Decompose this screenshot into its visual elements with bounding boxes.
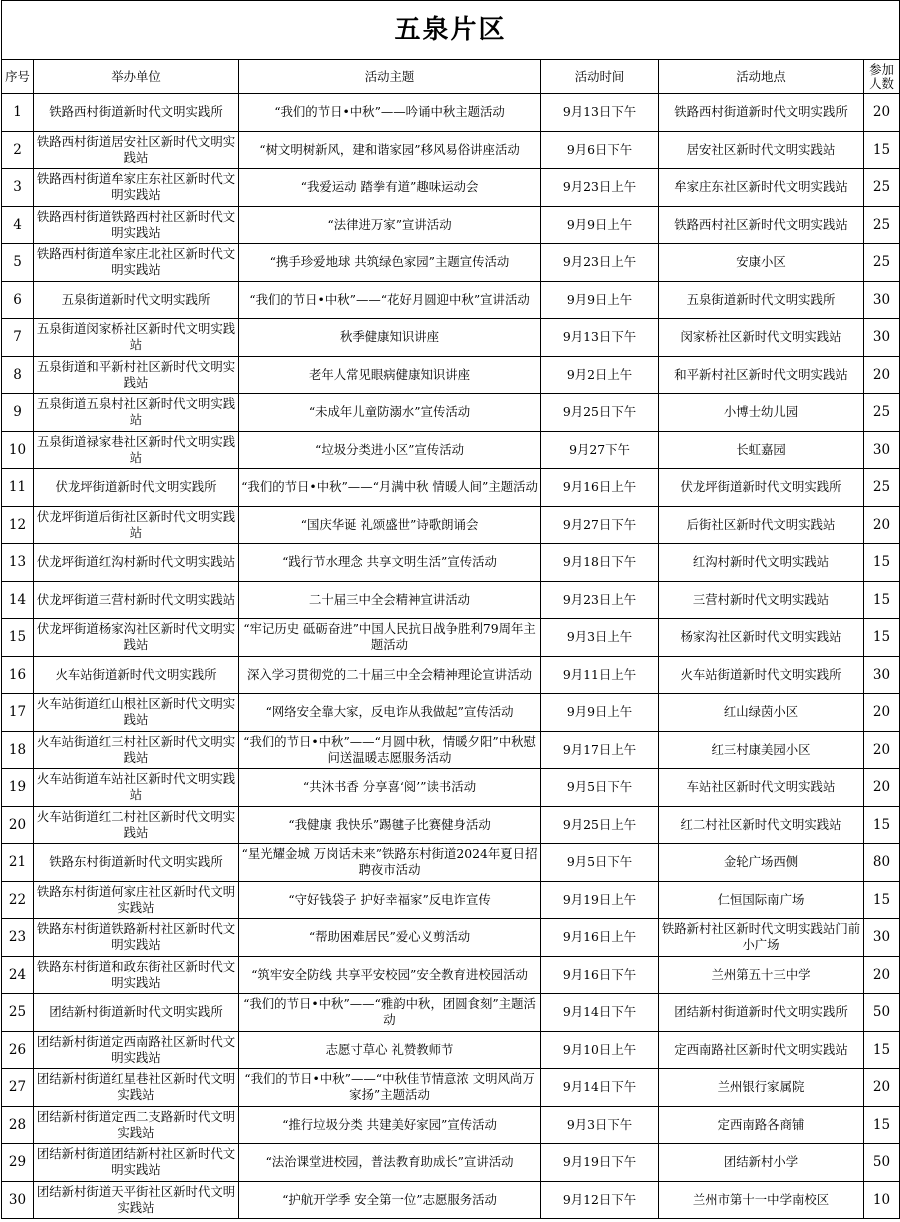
- row-participants: 20: [864, 356, 900, 394]
- row-location: 小博士幼儿园: [659, 394, 864, 432]
- row-theme: “我们的节日•中秋”——“月满中秋 情暖人间”主题活动: [239, 469, 541, 507]
- row-time: 9月3日下午: [541, 1106, 659, 1144]
- table-row: [2, 1181, 900, 1219]
- row-organizer: 团结新村街道天平街社区新时代文明实践站: [34, 1181, 239, 1219]
- row-participants: 30: [864, 656, 900, 694]
- row-time: 9月13日下午: [541, 319, 659, 357]
- row-time: 9月18日下午: [541, 544, 659, 582]
- table-row: [2, 994, 900, 1032]
- row-participants: 15: [864, 619, 900, 657]
- row-organizer: 团结新村街道团结新村社区新时代文明实践站: [34, 1144, 239, 1182]
- table-row: [2, 94, 900, 132]
- table-row: [2, 1144, 900, 1182]
- table-row: [2, 844, 900, 882]
- row-theme: “我健康 我快乐”踢毽子比赛健身活动: [239, 806, 541, 844]
- row-time: 9月23日上午: [541, 244, 659, 282]
- row-organizer: 五泉街道禄家巷社区新时代文明实践站: [34, 431, 239, 469]
- row-time: 9月16日上午: [541, 469, 659, 507]
- row-index: 6: [2, 281, 34, 319]
- table-row: [2, 319, 900, 357]
- row-theme: 秋季健康知识讲座: [239, 319, 541, 357]
- row-time: 9月19日上午: [541, 881, 659, 919]
- row-time: 9月17日上午: [541, 731, 659, 769]
- row-index: 21: [2, 844, 34, 882]
- row-participants: 15: [864, 1106, 900, 1144]
- row-time: 9月14日下午: [541, 1069, 659, 1107]
- page-title: 五泉片区: [2, 1, 900, 60]
- row-organizer: 伏龙坪街道后街社区新时代文明实践站: [34, 506, 239, 544]
- row-time: 9月14日下午: [541, 994, 659, 1032]
- row-theme: “未成年儿童防溺水”宣传活动: [239, 394, 541, 432]
- row-index: 13: [2, 544, 34, 582]
- row-location: 后街社区新时代文明实践站: [659, 506, 864, 544]
- row-location: 安康小区: [659, 244, 864, 282]
- row-participants: 25: [864, 394, 900, 432]
- row-index: 29: [2, 1144, 34, 1182]
- row-time: 9月5日下午: [541, 769, 659, 807]
- row-time: 9月9日上午: [541, 694, 659, 732]
- row-theme: “国庆华诞 礼颂盛世”诗歌朗诵会: [239, 506, 541, 544]
- row-time: 9月9日上午: [541, 206, 659, 244]
- row-location: 杨家沟社区新时代文明实践站: [659, 619, 864, 657]
- row-index: 17: [2, 694, 34, 732]
- table-row: [2, 506, 900, 544]
- row-theme: 老年人常见眼病健康知识讲座: [239, 356, 541, 394]
- row-location: 红山绿茵小区: [659, 694, 864, 732]
- row-location: 牟家庄东社区新时代文明实践站: [659, 169, 864, 207]
- row-theme: “我们的节日•中秋”——“中秋佳节情意浓 文明风尚万家扬”主题活动: [239, 1069, 541, 1107]
- row-index: 28: [2, 1106, 34, 1144]
- row-participants: 20: [864, 694, 900, 732]
- row-index: 9: [2, 394, 34, 432]
- row-index: 14: [2, 581, 34, 619]
- table-row: [2, 394, 900, 432]
- row-organizer: 五泉街道闵家桥社区新时代文明实践站: [34, 319, 239, 357]
- row-time: 9月2日上午: [541, 356, 659, 394]
- header-time: 活动时间: [541, 60, 659, 94]
- row-time: 9月16日下午: [541, 956, 659, 994]
- table-row: [2, 206, 900, 244]
- row-index: 2: [2, 131, 34, 169]
- row-location: 红沟村新时代文明实践站: [659, 544, 864, 582]
- row-time: 9月9日上午: [541, 281, 659, 319]
- row-location: 团结新村小学: [659, 1144, 864, 1182]
- row-participants: 20: [864, 94, 900, 132]
- row-participants: 50: [864, 1144, 900, 1182]
- row-index: 12: [2, 506, 34, 544]
- table-row: [2, 356, 900, 394]
- table-row: [2, 131, 900, 169]
- row-theme: “法治课堂进校园，普法教育助成长”宣讲活动: [239, 1144, 541, 1182]
- table-row: [2, 956, 900, 994]
- row-theme: “携手珍爱地球 共筑绿色家园”主题宣传活动: [239, 244, 541, 282]
- table-row: [2, 919, 900, 957]
- row-organizer: 铁路西村街道居安社区新时代文明实践站: [34, 131, 239, 169]
- row-index: 11: [2, 469, 34, 507]
- row-index: 16: [2, 656, 34, 694]
- row-time: 9月5日下午: [541, 844, 659, 882]
- row-organizer: 火车站街道车站社区新时代文明实践站: [34, 769, 239, 807]
- row-organizer: 五泉街道和平新村社区新时代文明实践站: [34, 356, 239, 394]
- row-location: 红二村社区新时代文明实践站: [659, 806, 864, 844]
- row-time: 9月13日下午: [541, 94, 659, 132]
- row-organizer: 火车站街道红二村社区新时代文明实践站: [34, 806, 239, 844]
- table-row: [2, 656, 900, 694]
- row-participants: 20: [864, 769, 900, 807]
- row-organizer: 伏龙坪街道新时代文明实践所: [34, 469, 239, 507]
- row-time: 9月12日下午: [541, 1181, 659, 1219]
- table-row: [2, 431, 900, 469]
- row-theme: “垃圾分类进小区”宣传活动: [239, 431, 541, 469]
- row-organizer: 五泉街道新时代文明实践所: [34, 281, 239, 319]
- row-index: 22: [2, 881, 34, 919]
- row-theme: “推行垃圾分类 共建美好家园”宣传活动: [239, 1106, 541, 1144]
- row-participants: 25: [864, 206, 900, 244]
- table-header: [2, 60, 900, 94]
- row-location: 车站社区新时代文明实践站: [659, 769, 864, 807]
- row-participants: 30: [864, 319, 900, 357]
- row-participants: 30: [864, 919, 900, 957]
- row-participants: 20: [864, 506, 900, 544]
- row-location: 和平新村社区新时代文明实践站: [659, 356, 864, 394]
- row-participants: 20: [864, 731, 900, 769]
- row-location: 铁路西村社区新时代文明实践站: [659, 206, 864, 244]
- row-time: 9月27日下午: [541, 506, 659, 544]
- row-theme: “我们的节日•中秋”——“花好月圆迎中秋”宣讲活动: [239, 281, 541, 319]
- row-time: 9月19日下午: [541, 1144, 659, 1182]
- row-location: 居安社区新时代文明实践站: [659, 131, 864, 169]
- table-row: [2, 769, 900, 807]
- table-row: [2, 581, 900, 619]
- row-index: 25: [2, 994, 34, 1032]
- row-participants: 20: [864, 1069, 900, 1107]
- table-row: [2, 1069, 900, 1107]
- row-organizer: 团结新村街道定西二支路新时代文明实践站: [34, 1106, 239, 1144]
- row-location: 火车站街道新时代文明实践所: [659, 656, 864, 694]
- row-index: 19: [2, 769, 34, 807]
- row-organizer: 伏龙坪街道杨家沟社区新时代文明实践站: [34, 619, 239, 657]
- row-participants: 15: [864, 131, 900, 169]
- row-participants: 15: [864, 806, 900, 844]
- activity-table: [1, 0, 900, 1219]
- row-location: 兰州市第十一中学南校区: [659, 1181, 864, 1219]
- row-organizer: 铁路东村街道铁路新村社区新时代文明实践站: [34, 919, 239, 957]
- row-location: 仁恒国际南广场: [659, 881, 864, 919]
- row-time: 9月23日上午: [541, 169, 659, 207]
- row-location: 三营村新时代文明实践站: [659, 581, 864, 619]
- row-location: 团结新村街道新时代文明实践所: [659, 994, 864, 1032]
- row-location: 定西南路各商铺: [659, 1106, 864, 1144]
- row-location: 铁路西村街道新时代文明实践所: [659, 94, 864, 132]
- row-index: 8: [2, 356, 34, 394]
- row-organizer: 铁路西村街道铁路西村社区新时代文明实践站: [34, 206, 239, 244]
- row-time: 9月23日上午: [541, 581, 659, 619]
- row-theme: “我们的节日•中秋”——“月圆中秋，情暖夕阳”中秋慰问送温暖志愿服务活动: [239, 731, 541, 769]
- row-index: 23: [2, 919, 34, 957]
- row-index: 5: [2, 244, 34, 282]
- table-row: [2, 281, 900, 319]
- row-index: 20: [2, 806, 34, 844]
- row-participants: 15: [864, 544, 900, 582]
- row-organizer: 团结新村街道定西南路社区新时代文明实践站: [34, 1031, 239, 1069]
- row-organizer: 铁路东村街道和政东街社区新时代文明实践站: [34, 956, 239, 994]
- row-organizer: 铁路西村街道牟家庄北社区新时代文明实践站: [34, 244, 239, 282]
- table-row: [2, 806, 900, 844]
- row-time: 9月10日上午: [541, 1031, 659, 1069]
- row-organizer: 铁路西村街道牟家庄东社区新时代文明实践站: [34, 169, 239, 207]
- table-row: [2, 244, 900, 282]
- row-time: 9月16日上午: [541, 919, 659, 957]
- row-theme: 志愿寸草心 礼赞教师节: [239, 1031, 541, 1069]
- row-organizer: 火车站街道红三村社区新时代文明实践站: [34, 731, 239, 769]
- row-theme: “牢记历史 砥砺奋进”中国人民抗日战争胜利79周年主题活动: [239, 619, 541, 657]
- table-row: [2, 469, 900, 507]
- row-theme: “筑牢安全防线 共享平安校园”安全教育进校园活动: [239, 956, 541, 994]
- header-theme: 活动主题: [239, 60, 541, 94]
- row-theme: “共沐书香 分享喜‘阅’”读书活动: [239, 769, 541, 807]
- row-location: 金轮广场西侧: [659, 844, 864, 882]
- row-theme: “我爱运动 踏拳有道”趣味运动会: [239, 169, 541, 207]
- header-organizer: 举办单位: [34, 60, 239, 94]
- row-index: 1: [2, 94, 34, 132]
- row-theme: “法律进万家”宣讲活动: [239, 206, 541, 244]
- row-time: 9月25日上午: [541, 806, 659, 844]
- row-index: 18: [2, 731, 34, 769]
- table-row: [2, 731, 900, 769]
- row-organizer: 铁路东村街道新时代文明实践所: [34, 844, 239, 882]
- row-index: 26: [2, 1031, 34, 1069]
- row-time: 9月3日上午: [541, 619, 659, 657]
- table-row: [2, 544, 900, 582]
- row-participants: 20: [864, 956, 900, 994]
- row-organizer: 火车站街道新时代文明实践所: [34, 656, 239, 694]
- row-participants: 25: [864, 169, 900, 207]
- header-index: 序号: [2, 60, 34, 94]
- row-theme: “树文明树新风，建和谐家园”移风易俗讲座活动: [239, 131, 541, 169]
- row-participants: 30: [864, 281, 900, 319]
- row-location: 长虹嘉园: [659, 431, 864, 469]
- row-participants: 25: [864, 469, 900, 507]
- row-time: 9月27下午: [541, 431, 659, 469]
- row-index: 27: [2, 1069, 34, 1107]
- row-time: 9月6日下午: [541, 131, 659, 169]
- row-location: 兰州银行家属院: [659, 1069, 864, 1107]
- row-organizer: 伏龙坪街道三营村新时代文明实践站: [34, 581, 239, 619]
- row-participants: 15: [864, 581, 900, 619]
- row-index: 4: [2, 206, 34, 244]
- header-location: 活动地点: [659, 60, 864, 94]
- row-theme: 二十届三中全会精神宣讲活动: [239, 581, 541, 619]
- table-row: [2, 619, 900, 657]
- row-location: 红三村康美园小区: [659, 731, 864, 769]
- row-index: 15: [2, 619, 34, 657]
- row-index: 3: [2, 169, 34, 207]
- row-participants: 10: [864, 1181, 900, 1219]
- row-theme: “我们的节日•中秋”——“雅韵中秋，团圆食刻”主题活动: [239, 994, 541, 1032]
- row-location: 闵家桥社区新时代文明实践站: [659, 319, 864, 357]
- row-organizer: 五泉街道五泉村社区新时代文明实践站: [34, 394, 239, 432]
- row-participants: 15: [864, 881, 900, 919]
- table-row: [2, 881, 900, 919]
- table-row: [2, 1106, 900, 1144]
- row-theme: “护航开学季 安全第一位”志愿服务活动: [239, 1181, 541, 1219]
- row-time: 9月11日上午: [541, 656, 659, 694]
- row-theme: “践行节水理念 共享文明生活”宣传活动: [239, 544, 541, 582]
- row-organizer: 伏龙坪街道红沟村新时代文明实践站: [34, 544, 239, 582]
- row-organizer: 铁路东村街道何家庄社区新时代文明实践站: [34, 881, 239, 919]
- row-participants: 25: [864, 244, 900, 282]
- row-organizer: 团结新村街道新时代文明实践所: [34, 994, 239, 1032]
- row-organizer: 铁路西村街道新时代文明实践所: [34, 94, 239, 132]
- header-participants: 参加人数: [864, 60, 900, 94]
- row-theme: “守好钱袋子 护好幸福家”反电诈宣传: [239, 881, 541, 919]
- row-participants: 50: [864, 994, 900, 1032]
- table-row: [2, 694, 900, 732]
- row-participants: 30: [864, 431, 900, 469]
- row-theme: “星光耀金城 万岗话未来”铁路东村街道2024年夏日招聘夜市活动: [239, 844, 541, 882]
- row-location: 兰州第五十三中学: [659, 956, 864, 994]
- row-index: 7: [2, 319, 34, 357]
- table-row: [2, 1031, 900, 1069]
- row-theme: “网络安全靠大家，反电诈从我做起”宣传活动: [239, 694, 541, 732]
- row-index: 30: [2, 1181, 34, 1219]
- row-location: 定西南路社区新时代文明实践站: [659, 1031, 864, 1069]
- row-theme: 深入学习贯彻党的二十届三中全会精神理论宣讲活动: [239, 656, 541, 694]
- row-location: 伏龙坪街道新时代文明实践所: [659, 469, 864, 507]
- row-theme: “帮助困难居民”爱心义剪活动: [239, 919, 541, 957]
- row-index: 10: [2, 431, 34, 469]
- row-location: 铁路新村社区新时代文明实践站门前小广场: [659, 919, 864, 957]
- row-organizer: 火车站街道红山根社区新时代文明实践站: [34, 694, 239, 732]
- row-location: 五泉街道新时代文明实践所: [659, 281, 864, 319]
- row-time: 9月25日下午: [541, 394, 659, 432]
- row-participants: 15: [864, 1031, 900, 1069]
- row-participants: 80: [864, 844, 900, 882]
- row-index: 24: [2, 956, 34, 994]
- row-theme: “我们的节日•中秋”——吟诵中秋主题活动: [239, 94, 541, 132]
- table-row: [2, 169, 900, 207]
- row-organizer: 团结新村街道红星巷社区新时代文明实践站: [34, 1069, 239, 1107]
